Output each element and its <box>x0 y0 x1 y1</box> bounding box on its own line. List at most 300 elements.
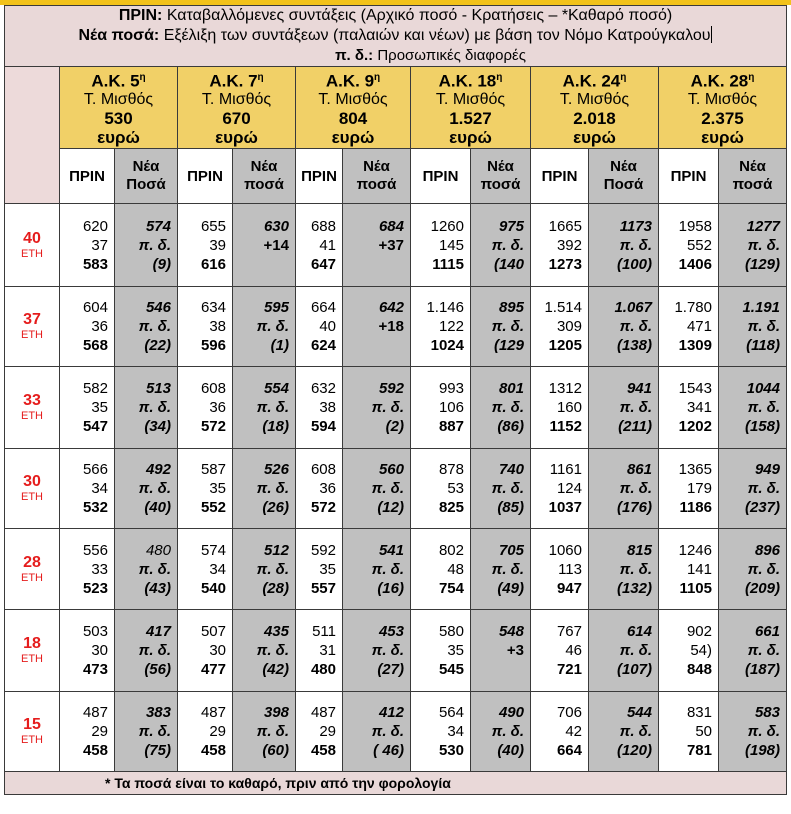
before-net: 473 <box>82 661 108 678</box>
before-net: 557 <box>310 579 336 597</box>
footnote: * Τα ποσά είναι το καθαρό, πριν από την φορολογία <box>5 772 787 795</box>
before-net: 532 <box>82 499 108 516</box>
pension-table <box>4 5 787 795</box>
new-line3: (132) <box>616 579 652 597</box>
new-amount: 398 <box>263 704 289 721</box>
before-deductions: 35 <box>319 560 336 578</box>
subheader-new-line1: Νέα <box>739 158 766 175</box>
subheader-new-line1: Νέα <box>132 158 160 175</box>
before-net: 1115 <box>432 255 464 273</box>
salary-label: Τ. Μισθός <box>318 91 388 109</box>
before-amounts-cell <box>296 367 343 449</box>
years-unit: ΕΤΗ <box>21 491 43 503</box>
subheader-before-0: ΠΡΙΝ <box>60 149 115 204</box>
before-gross: 878 <box>438 461 464 478</box>
before-gross: 1.146 <box>426 299 464 316</box>
grade-label: Α.Κ. 5 <box>91 71 140 91</box>
before-deductions: 53 <box>447 480 464 497</box>
before-amounts-cell <box>411 692 471 772</box>
new-line2: π. δ. <box>138 723 171 740</box>
before-net: 458 <box>200 742 226 759</box>
before-deductions: 341 <box>686 399 712 416</box>
grade-title <box>531 68 658 91</box>
before-amounts-cell <box>60 529 115 610</box>
new-amounts-cell <box>115 692 178 772</box>
before-gross: 511 <box>312 623 336 640</box>
new-amount: 383 <box>145 704 171 721</box>
new-amounts-cell <box>589 610 659 692</box>
new-line3: (100) <box>616 255 652 273</box>
new-line3 <box>343 336 404 355</box>
new-line3: (28) <box>262 579 289 597</box>
new-amount: 492 <box>145 461 171 478</box>
before-gross: 487 <box>310 704 336 721</box>
new-line2: +37 <box>378 236 404 254</box>
before-amounts-cell <box>659 287 719 367</box>
before-deductions: 40 <box>319 318 336 335</box>
salary-label: Τ. Μισθός <box>83 91 154 109</box>
new-amount: 861 <box>626 461 652 478</box>
new-line3 <box>471 660 524 679</box>
before-amounts-cell <box>178 610 233 692</box>
new-amounts-cell <box>343 367 411 449</box>
salary-label: Τ. Μισθός <box>559 91 630 109</box>
before-amounts-cell <box>411 449 471 529</box>
subheader-new-line2: ποσά <box>480 176 521 193</box>
new-line3: (12) <box>377 499 404 516</box>
before-amounts-cell <box>296 610 343 692</box>
grade-superscript: η <box>139 71 146 83</box>
before-deductions: 30 <box>209 642 226 659</box>
before-gross: 620 <box>82 217 108 235</box>
before-amounts-cell <box>60 610 115 692</box>
before-gross: 706 <box>556 704 582 721</box>
subheader-new-line1: Νέα <box>487 158 514 175</box>
salary-amount: 804 <box>338 109 368 129</box>
salary-label: Τ. Μισθός <box>201 91 272 109</box>
grade-header-4 <box>531 67 659 149</box>
new-line2: π. δ. <box>371 480 404 497</box>
new-amounts-cell <box>471 529 531 610</box>
new-line2: π. δ. <box>491 318 524 335</box>
new-amounts-cell <box>115 610 178 692</box>
before-net: 1186 <box>679 499 712 516</box>
grade-superscript: η <box>374 71 381 83</box>
before-deductions: 34 <box>447 723 464 740</box>
before-gross: 993 <box>438 380 464 397</box>
subheader-new-1 <box>233 149 296 204</box>
before-amounts-cell <box>531 367 589 449</box>
subheader-new-3 <box>471 149 531 204</box>
new-amounts-cell <box>719 449 787 529</box>
table-row <box>5 610 787 692</box>
before-gross: 592 <box>310 541 336 559</box>
new-amount: 1044 <box>746 380 780 397</box>
new-amount: 1.191 <box>742 299 780 316</box>
before-net: 848 <box>686 661 712 678</box>
grade-label: Α.Κ. 9 <box>325 71 375 91</box>
grade-title <box>296 68 410 91</box>
before-amounts-cell <box>531 529 589 610</box>
new-line3: (40) <box>144 499 171 516</box>
new-amounts-cell <box>115 204 178 287</box>
before-amounts-cell <box>60 204 115 287</box>
new-line2: π. δ. <box>747 318 780 335</box>
new-line2: π. δ. <box>256 399 289 416</box>
before-gross: 688 <box>310 217 336 235</box>
before-net: 754 <box>438 579 464 597</box>
new-line3: (56) <box>144 661 171 678</box>
new-amounts-cell <box>115 449 178 529</box>
before-amounts-cell <box>296 449 343 529</box>
new-line2: π. δ. <box>138 560 171 578</box>
header-line-new-amounts: Νέα ποσά: Εξέλιξη των συντάξεων (παλαιών και νέων) με βάση τον Νόμο Κατρούγκαλου <box>78 27 711 44</box>
new-line2: π. δ. <box>371 399 404 416</box>
before-net: 477 <box>200 661 226 678</box>
before-gross: 503 <box>82 623 108 640</box>
grade-title <box>60 68 177 91</box>
salary-unit: ευρώ <box>449 128 492 148</box>
before-net: 1309 <box>678 337 712 354</box>
new-line3: (187) <box>744 661 780 678</box>
new-amount: 642 <box>378 299 404 316</box>
new-line2: +3 <box>506 642 524 659</box>
before-amounts-cell <box>531 610 589 692</box>
years-value: 30 <box>23 473 41 490</box>
subheader-new-4 <box>589 149 659 204</box>
before-amounts-cell <box>411 367 471 449</box>
new-amount: 512 <box>263 541 289 559</box>
before-amounts-cell <box>531 449 589 529</box>
years-unit: ΕΤΗ <box>21 734 43 746</box>
new-line3: (16) <box>377 579 404 597</box>
new-amount: 815 <box>626 541 652 559</box>
new-amount: 614 <box>626 623 652 640</box>
years-of-service-cell <box>5 449 60 529</box>
grade-title <box>411 68 530 91</box>
before-amounts-cell <box>296 287 343 367</box>
new-amount: 417 <box>145 623 171 640</box>
salary-amount: 670 <box>222 109 251 129</box>
new-line2: π. δ. <box>747 723 780 740</box>
salary-unit: ευρώ <box>701 128 744 148</box>
subheader-before-4: ΠΡΙΝ <box>531 149 589 204</box>
grade-label: Α.Κ. 24 <box>562 71 621 91</box>
new-line2: π. δ. <box>256 480 289 497</box>
new-amount: 592 <box>378 380 404 397</box>
years-value: 18 <box>23 635 41 652</box>
new-amount: 548 <box>498 623 524 640</box>
new-line2: π. δ. <box>619 642 652 659</box>
new-amount: 941 <box>626 380 652 397</box>
new-line3: (198) <box>744 742 780 759</box>
subheader-new-5 <box>719 149 787 204</box>
table-row <box>5 204 787 287</box>
grade-label: Α.Κ. 18 <box>438 71 497 91</box>
before-gross: 574 <box>200 541 226 559</box>
grade-title <box>178 68 295 91</box>
salary-unit: ευρώ <box>215 128 258 148</box>
before-gross: 582 <box>82 380 108 397</box>
new-line3: (120) <box>616 742 652 759</box>
new-amounts-cell <box>471 287 531 367</box>
new-line2: π. δ. <box>371 642 404 659</box>
before-gross: 1543 <box>678 380 712 397</box>
before-deductions: 34 <box>91 480 108 497</box>
new-line2: π. δ. <box>619 399 652 416</box>
before-amounts-cell <box>178 287 233 367</box>
before-amounts-cell <box>178 367 233 449</box>
subheader-new-2 <box>343 149 411 204</box>
new-line2: π. δ. <box>491 236 524 254</box>
header-line-personal-diff: π. δ.: Προσωπικές διαφορές <box>335 47 526 64</box>
new-amount: 1277 <box>746 217 780 235</box>
before-deductions: 29 <box>319 723 336 740</box>
years-value: 33 <box>23 392 41 409</box>
before-amounts-cell <box>531 287 589 367</box>
before-net: 1273 <box>548 255 582 273</box>
new-line3: (237) <box>744 499 780 516</box>
new-line3: (22) <box>144 337 171 354</box>
new-amounts-cell <box>343 287 411 367</box>
new-amount: 740 <box>498 461 524 478</box>
before-deductions: 309 <box>556 318 582 335</box>
years-value: 40 <box>23 229 41 247</box>
years-unit: ΕΤΗ <box>21 247 43 260</box>
before-deductions: 31 <box>319 642 336 659</box>
before-net: 947 <box>556 579 582 597</box>
before-net: 530 <box>438 742 464 759</box>
subheader-before-5: ΠΡΙΝ <box>659 149 719 204</box>
new-amount: 546 <box>145 299 171 316</box>
years-value: 37 <box>23 311 41 328</box>
new-amounts-cell <box>719 287 787 367</box>
before-gross: 767 <box>556 623 582 640</box>
new-amount: 412 <box>378 704 404 721</box>
subheader-new-line2: ποσά <box>244 176 284 193</box>
new-amount: 949 <box>754 461 780 478</box>
new-amounts-cell <box>719 610 787 692</box>
before-gross: 507 <box>200 623 226 640</box>
new-line2: π. δ. <box>619 723 652 740</box>
before-net: 1152 <box>549 418 582 435</box>
before-gross: 1260 <box>430 217 464 235</box>
before-net: 545 <box>438 661 464 678</box>
new-amounts-cell <box>115 367 178 449</box>
new-amounts-cell <box>471 204 531 287</box>
before-deductions: 33 <box>91 560 108 578</box>
before-gross: 1246 <box>678 541 712 559</box>
before-deductions: 42 <box>565 723 582 740</box>
new-line2: π. δ. <box>747 399 780 416</box>
before-net: 1037 <box>548 499 582 516</box>
before-gross: 1312 <box>548 380 582 397</box>
new-line3: (211) <box>618 418 652 435</box>
years-of-service-cell <box>5 204 60 287</box>
new-line2: π. δ. <box>491 480 524 497</box>
before-amounts-cell <box>411 204 471 287</box>
before-net: 647 <box>310 255 336 273</box>
before-gross: 1958 <box>678 217 712 235</box>
new-line3: (40) <box>497 742 524 759</box>
new-line3: (140 <box>493 255 524 273</box>
before-deductions: 179 <box>686 480 712 497</box>
new-amounts-cell <box>471 449 531 529</box>
before-gross: 608 <box>200 380 226 397</box>
before-amounts-cell <box>178 529 233 610</box>
new-amount: 480 <box>145 541 171 559</box>
before-deductions: 392 <box>556 236 582 254</box>
new-amounts-cell <box>471 610 531 692</box>
subheader-new-line2: ποσά <box>732 176 773 193</box>
salary-unit: ευρώ <box>97 128 140 148</box>
salary-unit: ευρώ <box>331 128 375 148</box>
grade-label: Α.Κ. 7 <box>209 71 258 91</box>
new-line2: +14 <box>263 236 289 254</box>
before-deductions: 35 <box>91 399 108 416</box>
new-line3: (86) <box>497 418 524 435</box>
new-line3: (75) <box>144 742 171 759</box>
new-line2: π. δ. <box>256 642 289 659</box>
new-amount: 661 <box>754 623 780 640</box>
new-amount: 583 <box>754 704 780 721</box>
new-amount: 560 <box>378 461 404 478</box>
before-amounts-cell <box>60 449 115 529</box>
before-net: 1024 <box>430 337 464 354</box>
grade-title <box>659 68 786 91</box>
before-net: 887 <box>438 418 464 435</box>
new-amounts-cell <box>343 449 411 529</box>
before-deductions: 38 <box>319 399 336 416</box>
before-gross: 1.514 <box>544 299 582 316</box>
before-gross: 487 <box>200 704 226 721</box>
new-line3: (18) <box>262 418 289 435</box>
subheader-new-line1: Νέα <box>363 158 390 175</box>
new-amount: 895 <box>498 299 524 316</box>
before-gross: 556 <box>82 541 108 559</box>
subheader-before-2: ΠΡΙΝ <box>296 149 343 204</box>
new-amounts-cell <box>233 367 296 449</box>
before-net: 664 <box>556 742 582 759</box>
new-line2: π. δ. <box>747 480 780 497</box>
before-deductions: 54) <box>690 642 712 659</box>
before-net: 572 <box>200 418 226 435</box>
new-line2: π. δ. <box>619 236 652 254</box>
before-net: 616 <box>200 255 226 273</box>
before-gross: 1.780 <box>674 299 712 316</box>
before-amounts-cell <box>60 367 115 449</box>
salary-amount: 2.375 <box>701 109 744 129</box>
grade-header-2 <box>296 67 411 149</box>
before-net: 596 <box>200 337 226 354</box>
before-net: 458 <box>310 742 336 759</box>
before-gross: 564 <box>438 704 464 721</box>
new-line3: (34) <box>144 418 171 435</box>
years-unit: ΕΤΗ <box>21 571 43 584</box>
before-net: 721 <box>556 661 582 678</box>
new-line2: π. δ. <box>138 318 171 335</box>
text-cursor <box>711 26 712 43</box>
new-amount: 801 <box>498 380 524 397</box>
new-line3: (85) <box>497 499 524 516</box>
new-line3: (26) <box>262 499 289 516</box>
before-deductions: 38 <box>209 318 226 335</box>
before-net: 1406 <box>678 255 712 273</box>
column-subheader-row <box>5 149 787 204</box>
before-gross: 608 <box>310 461 336 478</box>
before-net: 480 <box>310 661 336 678</box>
new-line2: π. δ. <box>619 560 652 578</box>
footer-row <box>5 772 787 795</box>
new-line2: π. δ. <box>619 318 652 335</box>
new-amounts-cell <box>343 529 411 610</box>
new-line3: (2) <box>385 418 404 435</box>
new-amount: 574 <box>145 217 171 235</box>
new-line3: (43) <box>144 579 171 597</box>
subheader-new-line1: Νέα <box>610 158 637 175</box>
new-amounts-cell <box>719 692 787 772</box>
before-amounts-cell <box>659 610 719 692</box>
before-gross: 902 <box>686 623 712 640</box>
before-net: 1105 <box>679 579 712 597</box>
before-deductions: 145 <box>438 236 464 254</box>
before-deductions: 552 <box>686 236 712 254</box>
before-deductions: 29 <box>91 723 108 740</box>
before-amounts-cell <box>531 204 589 287</box>
before-deductions: 113 <box>558 560 582 578</box>
table-row <box>5 529 787 610</box>
grade-superscript: η <box>620 71 627 83</box>
grade-header-row <box>5 67 787 149</box>
subheader-before-3: ΠΡΙΝ <box>411 149 471 204</box>
table-row <box>5 692 787 772</box>
salary-amount: 1.527 <box>449 109 492 129</box>
before-amounts-cell <box>296 204 343 287</box>
before-deductions: 34 <box>209 560 226 578</box>
grade-superscript: η <box>748 71 755 83</box>
before-gross: 587 <box>200 461 226 478</box>
salary-amount: 530 <box>104 109 133 129</box>
new-line3: (209) <box>744 579 780 597</box>
new-amounts-cell <box>343 692 411 772</box>
header-line-before: ΠΡΙΝ: Καταβαλλόμενες συντάξεις (Αρχικό ποσό - Κρατήσεις – *Καθαρό ποσό) <box>118 7 673 24</box>
new-amounts-cell <box>343 204 411 287</box>
subheader-new-0 <box>115 149 178 204</box>
new-amounts-cell <box>343 610 411 692</box>
before-deductions: 41 <box>319 236 336 254</box>
new-line3 <box>343 255 404 274</box>
new-line2: π. δ. <box>747 236 780 254</box>
new-amount: 541 <box>378 541 404 559</box>
new-amounts-cell <box>233 692 296 772</box>
grade-header-3 <box>411 67 531 149</box>
new-amounts-cell <box>589 692 659 772</box>
before-net: 540 <box>200 579 226 597</box>
grade-superscript: η <box>257 71 264 83</box>
before-amounts-cell <box>60 287 115 367</box>
new-line3: (9) <box>152 255 171 273</box>
before-amounts-cell <box>659 367 719 449</box>
new-amounts-cell <box>115 287 178 367</box>
new-line3: (138) <box>616 337 652 354</box>
years-unit: ΕΤΗ <box>21 329 43 341</box>
before-net: 825 <box>438 499 464 516</box>
before-deductions: 36 <box>91 318 108 335</box>
years-value: 28 <box>23 553 41 571</box>
new-amount: 896 <box>754 541 780 559</box>
table-header <box>5 6 787 67</box>
before-gross: 1161 <box>549 461 582 478</box>
